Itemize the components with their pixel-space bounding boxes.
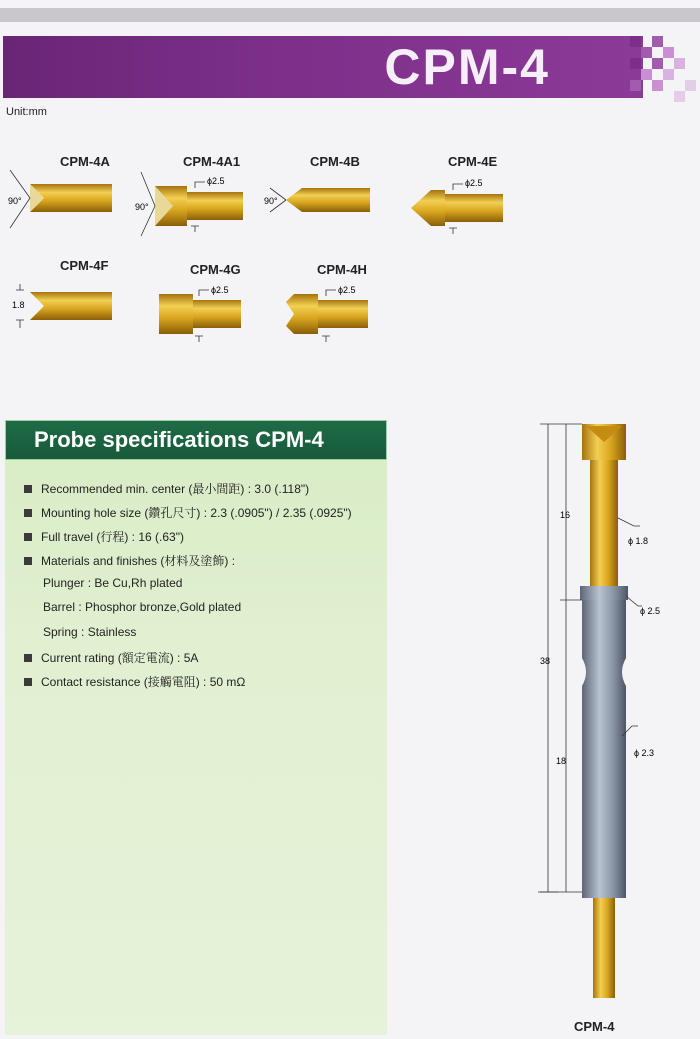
dia-4e: ϕ2.5 — [465, 178, 483, 188]
spec-materials — [24, 552, 235, 569]
tip-drawing-4f — [8, 280, 118, 332]
tip-label-4h: CPM-4H — [317, 262, 367, 277]
spec-spring: Spring : Stainless — [43, 625, 137, 639]
tip-label-4g: CPM-4G — [190, 262, 241, 277]
spec-barrel: Barrel : Phosphor bronze,Gold plated — [43, 600, 242, 614]
bullet — [24, 485, 32, 493]
tip-label-4a1: CPM-4A1 — [183, 154, 241, 169]
dia-4a1: ϕ2.5 — [207, 176, 225, 186]
probe-caption: CPM-4 — [574, 1019, 615, 1034]
tip-drawing-4a1 — [133, 170, 248, 238]
bullet — [24, 533, 32, 541]
top-strip — [0, 8, 700, 22]
bullet — [24, 557, 32, 565]
dim-16: 16 — [560, 510, 571, 520]
dim-4f: 1.8 — [12, 300, 25, 310]
tip-label-4b: CPM-4B — [310, 154, 360, 169]
tip-drawing-4b — [262, 180, 374, 220]
checker-decoration — [630, 36, 700, 106]
angle-4a: 90° — [8, 196, 22, 206]
angle-4b: 90° — [264, 196, 278, 206]
spec-plunger: Plunger : Be Cu,Rh plated — [43, 576, 183, 590]
dim-38: 38 — [540, 656, 551, 666]
dia-2-3: ϕ 2.3 — [634, 748, 655, 758]
dia-4h: ϕ2.5 — [338, 285, 356, 295]
spec-recommended — [24, 480, 309, 497]
tip-label-4e: CPM-4E — [448, 154, 498, 169]
spec-travel-text: Full travel (行程) : 16 (.63") — [41, 530, 184, 544]
tip-label-4f: CPM-4F — [60, 258, 109, 273]
unit-label: Unit:mm — [6, 106, 47, 118]
dim-18: 18 — [556, 756, 567, 766]
spec-title: Probe specifications CPM-4 — [34, 427, 324, 452]
page-title: CPM-4 — [384, 39, 550, 95]
dia-2-5: ϕ 2.5 — [640, 606, 661, 616]
tip-drawing-4e — [405, 172, 510, 238]
tip-drawing-4g — [155, 282, 255, 348]
bullet — [24, 509, 32, 517]
spec-current-text: Current rating (額定電流) : 5A — [41, 651, 199, 665]
dia-4g: ϕ2.5 — [211, 285, 229, 295]
tip-drawing-4a — [8, 170, 118, 232]
spec-recommended-text: Recommended min. center (最小間距) : 3.0 (.118") — [41, 482, 310, 496]
spec-mounting — [24, 504, 352, 521]
spec-resistance — [24, 673, 245, 690]
bullet — [24, 678, 32, 686]
angle-4a1: 90° — [135, 202, 149, 212]
tip-drawing-4h — [282, 282, 382, 348]
spec-travel — [24, 528, 184, 545]
dia-1-8: ϕ 1.8 — [628, 536, 649, 546]
spec-resistance-text: Contact resistance (接觸電阻) : 50 mΩ — [41, 675, 246, 689]
bullet — [24, 654, 32, 662]
tip-label-4a: CPM-4A — [60, 154, 110, 169]
spec-mounting-text: Mounting hole size (鑽孔尺寸) : 2.3 (.0905") / 2.35 (.0925") — [41, 506, 352, 520]
spec-materials-text: Materials and finishes (材料及塗飾) : — [41, 554, 236, 568]
spec-current — [24, 649, 198, 666]
probe-drawing — [530, 410, 700, 1020]
